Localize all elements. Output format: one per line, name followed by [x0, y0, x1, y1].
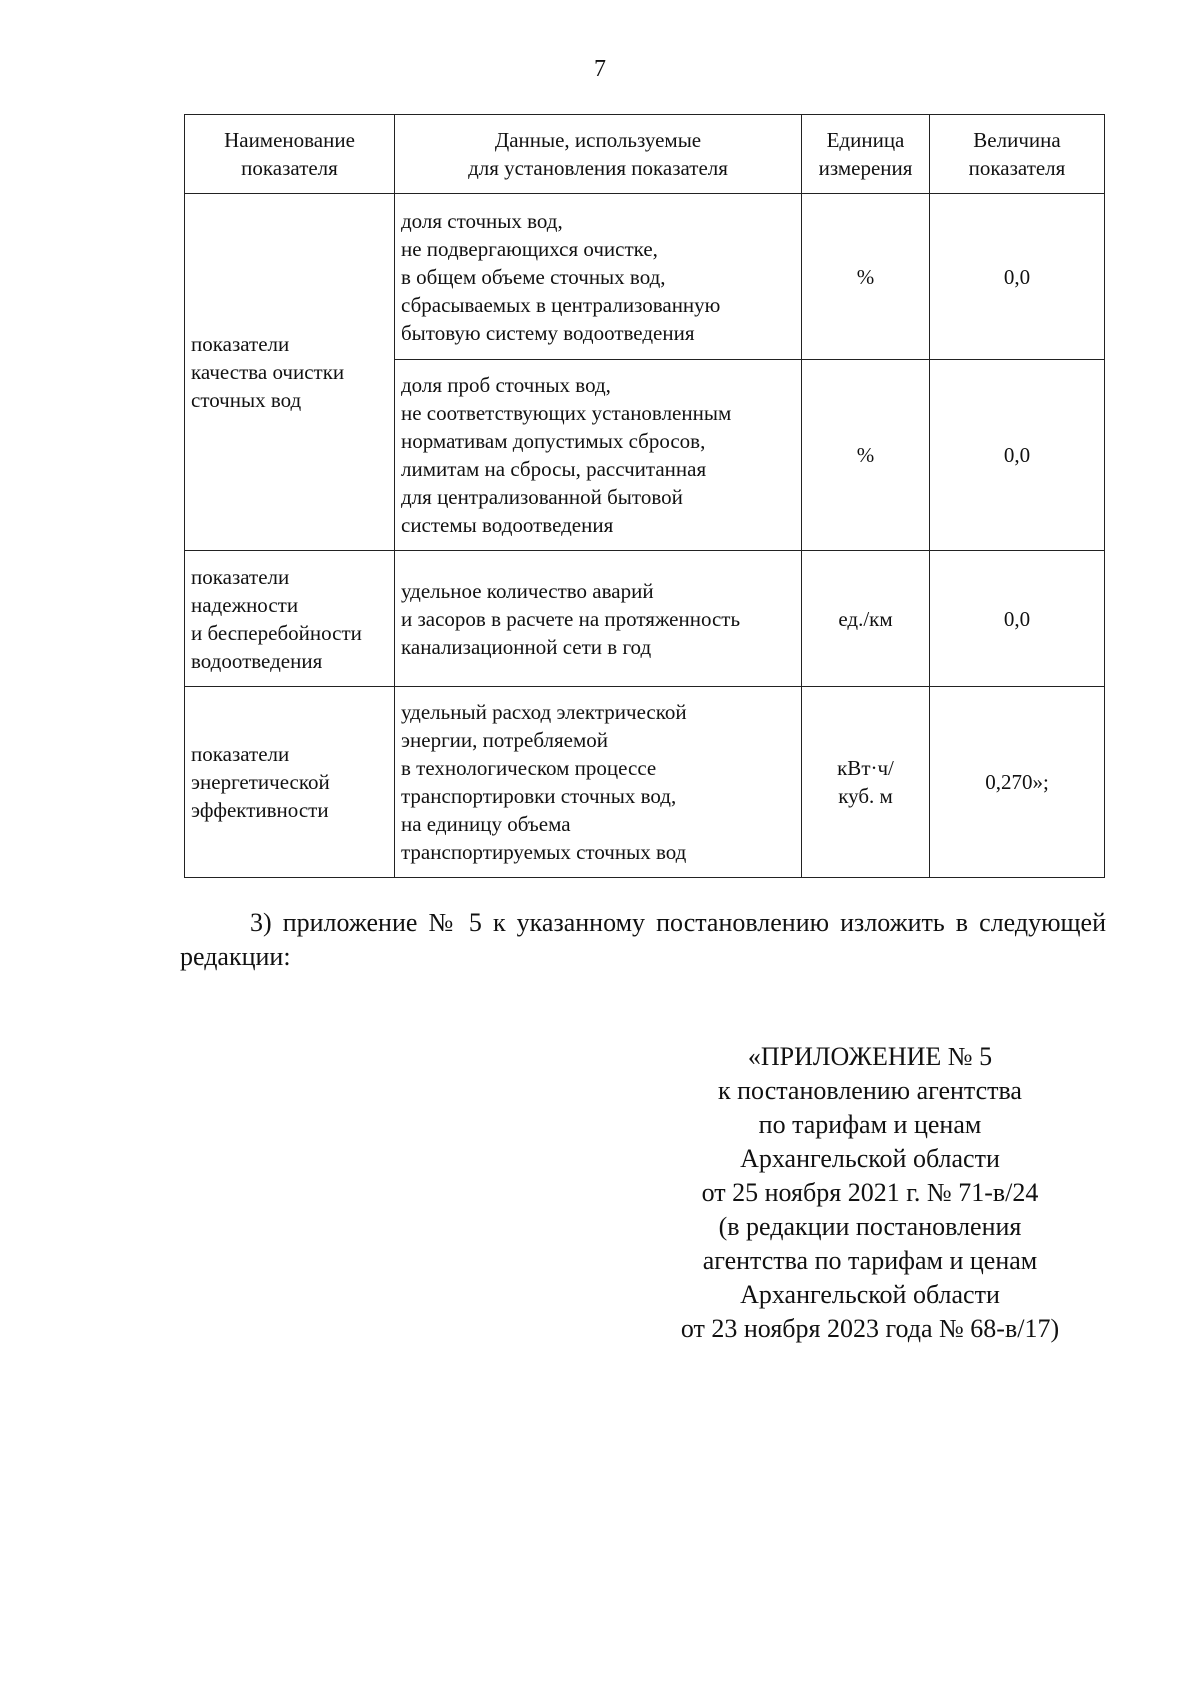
- appendix-line: Архангельской области: [740, 1280, 1000, 1309]
- table-row: [185, 551, 1105, 687]
- appendix-line: от 25 ноября 2021 г. № 71-в/24: [701, 1178, 1039, 1207]
- table-header-row: [185, 115, 1105, 194]
- indicator-name-cell: показатели надежности и бесперебойности водоотведения: [185, 551, 395, 687]
- indicator-data-cell: удельное количество аварий и засоров в расчете на протяженность канализационной сети в год: [395, 551, 802, 687]
- indicator-name-cell: показатели энергетической эффективности: [185, 687, 395, 878]
- unit-cell: кВт·ч/ куб. м: [802, 687, 930, 878]
- appendix-line: (в редакции постановления: [718, 1212, 1022, 1241]
- indicator-name-cell: показатели качества очистки сточных вод: [185, 194, 395, 551]
- appendix-line: от 23 ноября 2023 года № 68-в/17): [680, 1314, 1060, 1343]
- header-data: Данные, используемые для установления показателя: [395, 115, 802, 194]
- unit-cell: ед./км: [802, 551, 930, 687]
- page-number: 7: [594, 56, 606, 82]
- header-name: Наименование показателя: [185, 115, 395, 194]
- body-paragraph: 3) приложение № 5 к указанному постановлению изложить в следующей редакции:: [180, 908, 1106, 971]
- table-row: [185, 194, 1105, 360]
- appendix-title: «ПРИЛОЖЕНИЕ № 5: [747, 1042, 993, 1071]
- appendix-line: по тарифам и ценам: [758, 1110, 982, 1139]
- appendix-heading: [640, 1040, 1100, 1346]
- value-cell: 0,0: [930, 551, 1105, 687]
- value-cell: 0,270»;: [930, 687, 1105, 878]
- unit-cell: %: [802, 194, 930, 360]
- unit-cell: %: [802, 360, 930, 551]
- appendix-line: к постановлению агентства: [718, 1076, 1022, 1105]
- indicator-data-cell: удельный расход электрической энергии, потребляемой в технологическом процессе транспортировки сточных вод, на единицу объема транспортируемых сточных вод: [395, 687, 802, 878]
- header-value: Величина показателя: [930, 115, 1105, 194]
- value-cell: 0,0: [930, 360, 1105, 551]
- header-unit: Единица измерения: [802, 115, 930, 194]
- indicator-data-cell: доля проб сточных вод, не соответствующих установленным нормативам допустимых сбросов, лимитам на сбросы, рассчитанная для централизованной бытовой системы водоотведения: [395, 360, 802, 551]
- indicator-data-cell: доля сточных вод, не подвергающихся очистке, в общем объеме сточных вод, сбрасываемых в централизованную бытовую систему водоотведения: [395, 194, 802, 360]
- appendix-line: Архангельской области: [740, 1144, 1000, 1173]
- value-cell: 0,0: [930, 194, 1105, 360]
- table-row: [185, 687, 1105, 878]
- indicators-table: [184, 114, 1105, 878]
- appendix-line: агентства по тарифам и ценам: [702, 1246, 1038, 1275]
